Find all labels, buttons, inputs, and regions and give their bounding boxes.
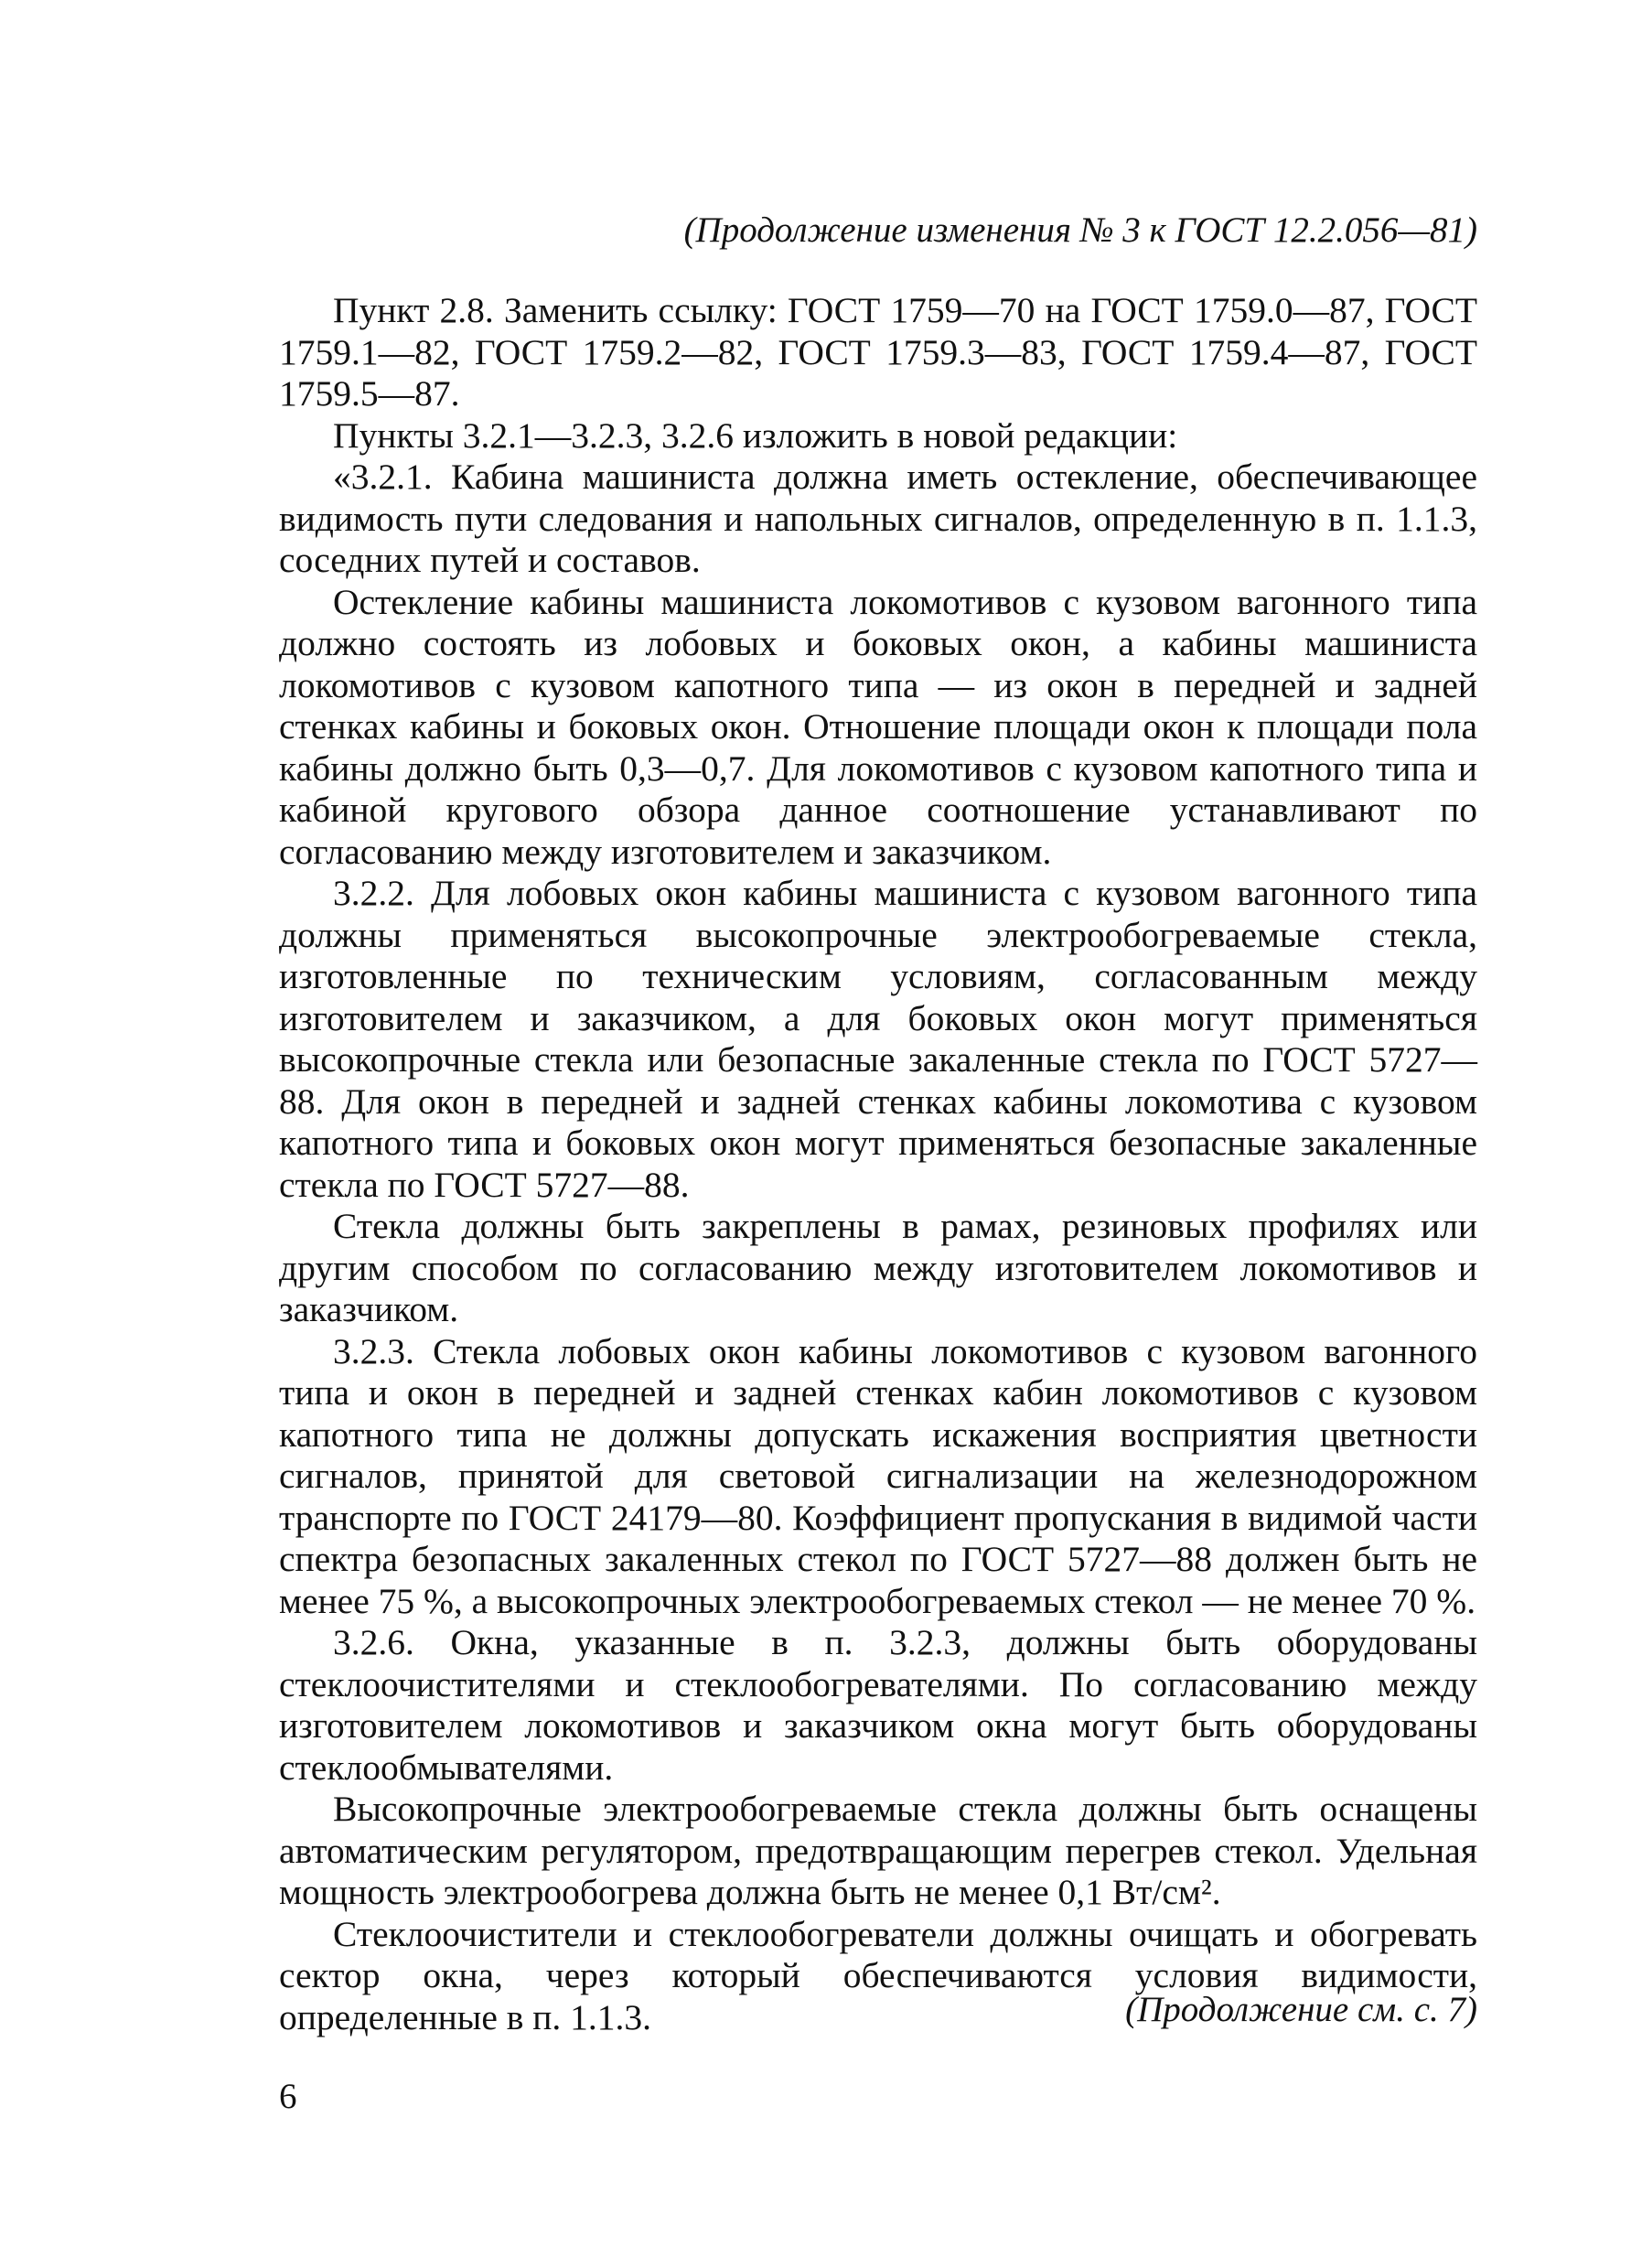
document-body: [279, 290, 1477, 2038]
continuation-header: (Продолжение изменения № 3 к ГОСТ 12.2.056—81): [683, 210, 1477, 250]
paragraph-wipers: Стеклоочистители и стеклообогреватели должны очищать и обогревать сектор окна, через который обеспечиваются условия видимости, определенные в п. 1.1.3.: [279, 1913, 1477, 2037]
paragraph-item-2-8: Пункт 2.8. Заменить ссылку: ГОСТ 1759—70 на ГОСТ 1759.0—87, ГОСТ 1759.1—82, ГОСТ 1759.2—82, ГОСТ 1759.3—83, ГОСТ 1759.4—87, ГОСТ 1759.5—87.: [279, 290, 1477, 414]
paragraph-heated-glass: Высокопрочные электрообогреваемые стекла должны быть оснащены автоматическим регулятором, предотвращающим перегрев стекол. Удельная мощность электрообогрева должна быть не менее 0,1 Вт/см².: [279, 1789, 1477, 1912]
page-number: 6: [279, 2077, 297, 2116]
paragraph-new-edition: Пункты 3.2.1—3.2.3, 3.2.6 изложить в новой редакции:: [333, 414, 1178, 456]
continuation-footer: (Продолжение см. с. 7): [1125, 1990, 1477, 2029]
paragraph-3-2-6: 3.2.6. Окна, указанные в п. 3.2.3, должны быть оборудованы стеклоочистителями и стеклообогревателями. По согласованию между изготовителем локомотивов и заказчиком окна могут быть оборудованы стеклообмывателями.: [279, 1622, 1477, 1788]
paragraph-glass-fixing: Стекла должны быть закреплены в рамах, резиновых профилях или другим способом по согласованию между изготовителем локомотивов и заказчиком.: [279, 1206, 1477, 1329]
paragraph-3-2-3: 3.2.3. Стекла лобовых окон кабины локомотивов с кузовом вагонного типа и окон в передней и задней стенках кабин локомотивов с кузовом капотного типа не должны допускать искажения восприятия цветности сигналов, принятой для световой сигнализации на железнодорожном транспорте по ГОСТ 24179—80. Коэффициент пропускания в видимой части спектра безопасных закаленных стекол по ГОСТ 5727—88 должен быть не менее 75 %, а высокопрочных электрообогреваемых стекол — не менее 70 %.: [279, 1330, 1477, 1621]
paragraph-3-2-1: «3.2.1. Кабина машиниста должна иметь остекление, обеспечивающее видимость пути следования и напольных сигналов, определенную в п. 1.1.3, соседних путей и составов.: [279, 457, 1477, 580]
paragraph-glazing: Остекление кабины машиниста локомотивов с кузовом вагонного типа должно состоять из лобовых и боковых окон, а кабины машиниста локомотивов с кузовом капотного типа — из окон в передней и задней стенках кабины и боковых окон. Отношение площади окон к площади пола кабины должно быть 0,3—0,7. Для локомотивов с кузовом капотного типа и кабиной кругового обзора данное соотношение устанавливают по согласованию между изготовителем и заказчиком.: [279, 581, 1477, 872]
paragraph-3-2-2: 3.2.2. Для лобовых окон кабины машиниста с кузовом вагонного типа должны применяться высокопрочные электрообогреваемые стекла, изготовленные по техническим условиям, согласованным между изготовителем и заказчиком, а для боковых окон могут применяться высокопрочные стекла или безопасные закаленные стекла по ГОСТ 5727—88. Для окон в передней и задней стенках кабины локомотива с кузовом капотного типа и боковых окон могут применяться безопасные закаленные стекла по ГОСТ 5727—88.: [279, 873, 1477, 1205]
